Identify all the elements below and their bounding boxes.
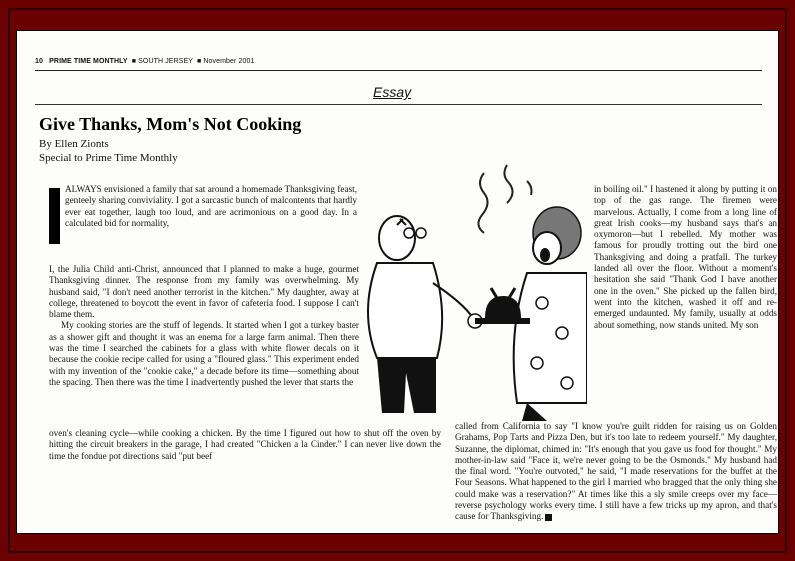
issue-date: November 2001: [203, 58, 255, 65]
headline: Give Thanks, Mom's Not Cooking: [39, 114, 302, 134]
drop-cap: [49, 188, 60, 244]
region: SOUTH JERSEY: [138, 58, 193, 65]
column-3-body: [455, 421, 777, 523]
cartoon-illustration: [357, 163, 587, 423]
section-label: Essay: [373, 84, 412, 100]
newspaper-page: [17, 31, 778, 533]
paragraph-4: oven's cleaning cycle—while cooking a chicken. By the time I figured out how to shut off the oven by hitting the circuit breakers in the garage, I had created "Chicken a la Cinder." I can never live down the time the fondue pot directions said "put beef: [49, 428, 441, 461]
closing-paragraph: called from California to say "I know you're guilt ridden for raising us on Golden Grahams, Pop Tarts and Pizza Den, but it's too late to redeem yourself." My daughter, Suzanne, the diplomat, chimed in: "It's enough that you gave us food for thought." My mother-in-law said "Face it, we're never going to be the Osmonds." My husband had the final word. "You're outvoted," he said, "I made reservations for the buffet at the Four Seasons. What happened to the girl I married who bragged that the only thing she could make was a reservation?" At times like this a sly smile creeps over my face—reverse psychology works every time. I still have a few tricks up my apron, and that's cause for Thanksgiving.: [455, 421, 777, 522]
header-rule: [35, 70, 762, 71]
section-rule: [35, 104, 762, 105]
column-1-body: [49, 264, 359, 388]
byline-affiliation: Special to Prime Time Monthly: [39, 152, 178, 164]
paragraph-3: My cooking stories are the stuff of legends. It started when I got a turkey baster as a shower gift and thought it was an enema for a large farm animal. Then there was the time I searched the cabinets for a glass with white flower decals on it because the cookie recipe called for using a "floured glass." This experiment ended with my invention of the "cookie cake," a decade before its time—something about the spacing. Then there was the time I inadvertently pushed the lever that starts the: [49, 320, 359, 387]
page-number: 10: [35, 58, 43, 65]
byline: By Ellen Zionts: [39, 138, 109, 150]
page-header: 10 PRIME TIME MONTHLY ■ SOUTH JERSEY ■ November 2001: [35, 58, 255, 65]
paragraph-1: ALWAYS envisioned a family that sat around a homemade Thanksgiving feast, genteely sharing conviviality. I got a sarcastic bunch of malcontents that hardly ever eat together, laugh too loud, and are acrimonious on a good day. In a calculated bid for normality,: [65, 184, 357, 228]
end-mark: [545, 514, 552, 521]
column-2-body: in boiling oil." I hastened it along by putting it on top of the gas range. The firemen were marvelous. Actually, I come from a long line of great Irish cooks—my husband says that's an oxymoron—but I rebelled. My mother was famous for proudly trotting out the bird one Thanksgiving and doing a pratfall. The turkey landed all over the floor. Without a moment's hesitation she said "Thank God I have another one in the oven." She picked up the fallen bird, went into the kitchen, washed it off and re-emerged undaunted. My family, usually at odds about something, now stands united. My son: [594, 184, 777, 330]
publication-name: PRIME TIME MONTHLY: [49, 58, 128, 65]
paragraph-2: I, the Julia Child anti-Christ, announced that I planned to make a huge, gourmet Thanksgiving dinner. The response from my family was overwhelming. My husband said, "I don't need another terrorist in the kitchen." My daughter, away at college, threatened to boycott the event in favor of cafeteria food. I suppose I can't blame them.: [49, 264, 359, 320]
